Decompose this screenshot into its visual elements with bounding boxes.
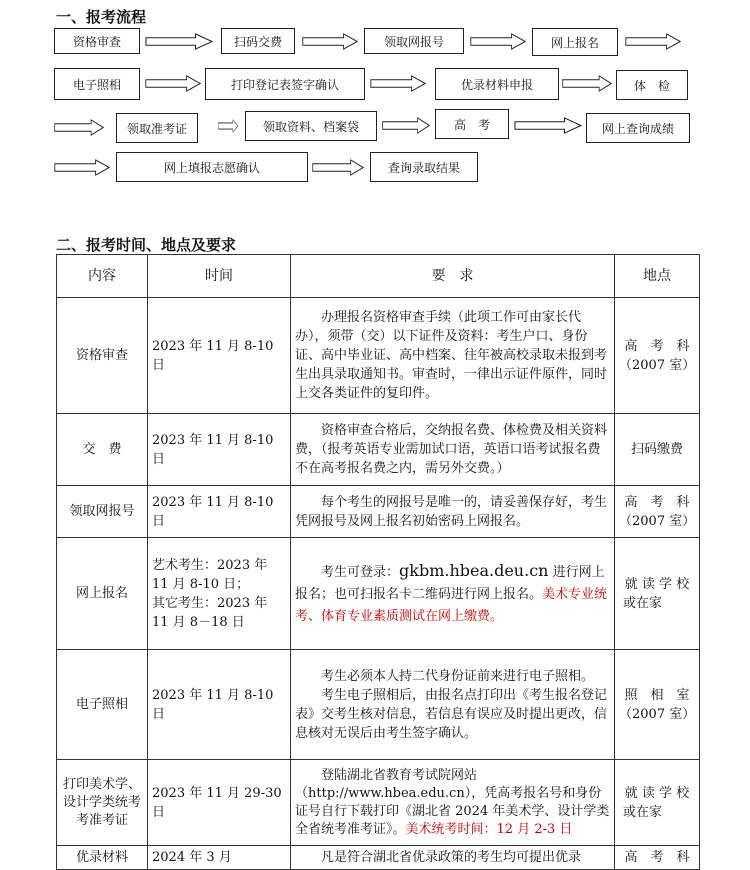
requirement-text: 进行网上报名；也可扫报名卡二维码进行网上报名。 — [295, 564, 605, 602]
table-row — [57, 760, 700, 846]
row-requirement — [291, 846, 615, 870]
flow-step-photo: 电子照相 — [54, 68, 140, 100]
row-item: 交 费 — [57, 414, 148, 486]
flow-step-admission-ticket: 领取准考证 — [116, 113, 198, 143]
flow-arrow-icon — [54, 119, 104, 136]
requirement-text: 办理报名资格审查手续（此项工作可由家长代办），须带（交）以下证件及资料：考生户口、身份证、高中毕业证、高中档案、往年被高校录取未报到考生出具录取通知书。审查时，一律出示证件原件，同时上交各类证件的复印件。 — [295, 310, 608, 401]
row-requirement — [291, 298, 615, 414]
flow-step-physical: 体 检 — [616, 70, 688, 100]
row-location — [615, 414, 700, 486]
flow-step-fill-volunteer: 网上填报志愿确认 — [116, 152, 308, 182]
flow-step-pay: 扫码交费 — [221, 28, 295, 54]
flow-arrow-icon — [54, 159, 110, 176]
header-requirement: 要 求 — [291, 255, 615, 298]
row-requirement — [291, 760, 615, 846]
flow-arrow-icon — [562, 75, 612, 92]
location-line: 就 读 学 校 — [624, 576, 690, 592]
flow-step-admission-result: 查询录取结果 — [370, 152, 478, 182]
table-row — [57, 846, 700, 870]
flow-arrow-icon — [145, 75, 201, 92]
row-item: 优录材料 — [57, 846, 148, 870]
requirement-text: 考生必须本人持二代身份证前来进行电子照相。 — [321, 668, 595, 684]
flow-step-exam: 高 考 — [435, 109, 509, 139]
row-location — [615, 298, 700, 414]
location-line: 或在家 — [623, 595, 663, 611]
location-line: 照 相 室 — [624, 687, 690, 703]
location-line: 高 考 科 — [624, 850, 690, 865]
row-location — [615, 650, 700, 760]
row-location — [615, 538, 700, 650]
flow-arrow-icon — [382, 117, 430, 134]
row-location — [615, 486, 700, 538]
row-time: 2023 年 11 月 8-10 日 — [148, 298, 291, 414]
requirement-text: 资格审查合格后，交纳报名费、体检费及相关资料费，（报考英语专业需加试口语，英语口语考试报名费不在高考报名费之内，需另外交费。） — [295, 423, 608, 476]
flow-step-get-number: 领取网报号 — [364, 28, 464, 54]
flow-arrow-icon — [470, 33, 526, 50]
row-time — [148, 538, 291, 650]
location-line: 或在家 — [623, 804, 663, 820]
flow-arrow-icon — [370, 75, 426, 92]
row-time: 2023 年 11 月 8-10 日 — [148, 650, 291, 760]
requirement-text: 考生可登录： — [321, 564, 400, 580]
requirement-text: 登陆湖北省教育考试院网站（http://www.hbea.edu.cn），凭高考报名号和身份证号自行下载打印《湖北省 2024 年美术学、设计学类全省统考准考证》。 — [295, 767, 610, 837]
row-item: 电子照相 — [57, 650, 148, 760]
flow-step-qualification: 资格审查 — [54, 28, 140, 54]
requirement-text: 考生电子照相后，由报名点打印出《考生报名登记表》交考生核对信息，若信息有误应及时提出更改，信息核对无误后由考生签字确认。 — [295, 687, 608, 741]
row-item: 领取网报号 — [57, 486, 148, 538]
flow-arrow-icon — [514, 117, 582, 134]
row-requirement — [291, 538, 615, 650]
flow-step-sign-form: 打印登记表签字确认 — [205, 68, 365, 100]
flow-step-preferential: 优录材料申报 — [435, 68, 559, 100]
location-line: 就 读 学 校 — [624, 785, 690, 801]
location-room: （2007 室） — [619, 513, 696, 529]
location-room: （2007 室） — [619, 706, 696, 722]
row-requirement — [291, 414, 615, 486]
flow-arrow-icon — [145, 33, 213, 50]
location-line: 高 考 科 — [624, 494, 690, 510]
row-location — [615, 846, 700, 870]
time-line-art: 艺术考生：2023 年 11 月 8-10 日； — [152, 557, 268, 592]
table-row — [57, 414, 700, 486]
flow-step-check-score: 网上查询成绩 — [586, 113, 690, 143]
row-item: 打印美术学、设计学类统考考准考证 — [57, 760, 148, 846]
header-item: 内容 — [57, 255, 148, 298]
flow-arrow-icon — [218, 119, 238, 133]
row-item: 资格审查 — [57, 298, 148, 414]
row-time: 2023 年 11 月 8-10 日 — [148, 486, 291, 538]
requirements-table — [56, 254, 700, 870]
header-location: 地点 — [615, 255, 700, 298]
section-title-requirements: 二、报考时间、地点及要求 — [56, 236, 237, 254]
requirement-highlight: 美术统考时间：12 月 2-3 日 — [405, 821, 573, 837]
location-line: 高 考 科 — [624, 338, 690, 354]
table-row — [57, 486, 700, 538]
requirement-text: 凡是符合湖北省优录政策的考生均可提出优录 — [321, 850, 582, 865]
table-header-row — [57, 255, 700, 298]
location-room: （2007 室） — [619, 357, 696, 373]
row-location — [615, 760, 700, 846]
flow-step-get-materials: 领取资料、档案袋 — [245, 111, 377, 141]
table-row — [57, 650, 700, 760]
flow-arrow-icon — [302, 33, 358, 50]
row-time: 2024 年 3 月 — [148, 846, 291, 870]
requirement-text: 每个考生的网报号是唯一的，请妥善保存好，考生凭网报号及网上报名初始密码上网报名。 — [295, 494, 608, 529]
header-time: 时间 — [148, 255, 291, 298]
row-time: 2023 年 11 月 29-30 日 — [148, 760, 291, 846]
flow-step-online-register: 网上报名 — [532, 28, 618, 56]
flow-arrow-icon — [312, 159, 364, 176]
table-row — [57, 298, 700, 414]
section-title-process: 一、报考流程 — [56, 8, 147, 26]
flow-arrow-icon — [625, 33, 681, 50]
row-time: 2023 年 11 月 8-10 日 — [148, 414, 291, 486]
table-row — [57, 538, 700, 650]
time-line-other: 其它考生：2023 年 11 月 8－18 日 — [152, 595, 268, 630]
location-line: 扫码缴费 — [630, 442, 683, 457]
website-url: gkbm.hbea.deu.cn — [399, 560, 549, 580]
row-item: 网上报名 — [57, 538, 148, 650]
row-requirement — [291, 650, 615, 760]
row-requirement — [291, 486, 615, 538]
requirement-highlight: 美术专业统考、体育专业素质测试在网上缴费。 — [295, 586, 608, 624]
